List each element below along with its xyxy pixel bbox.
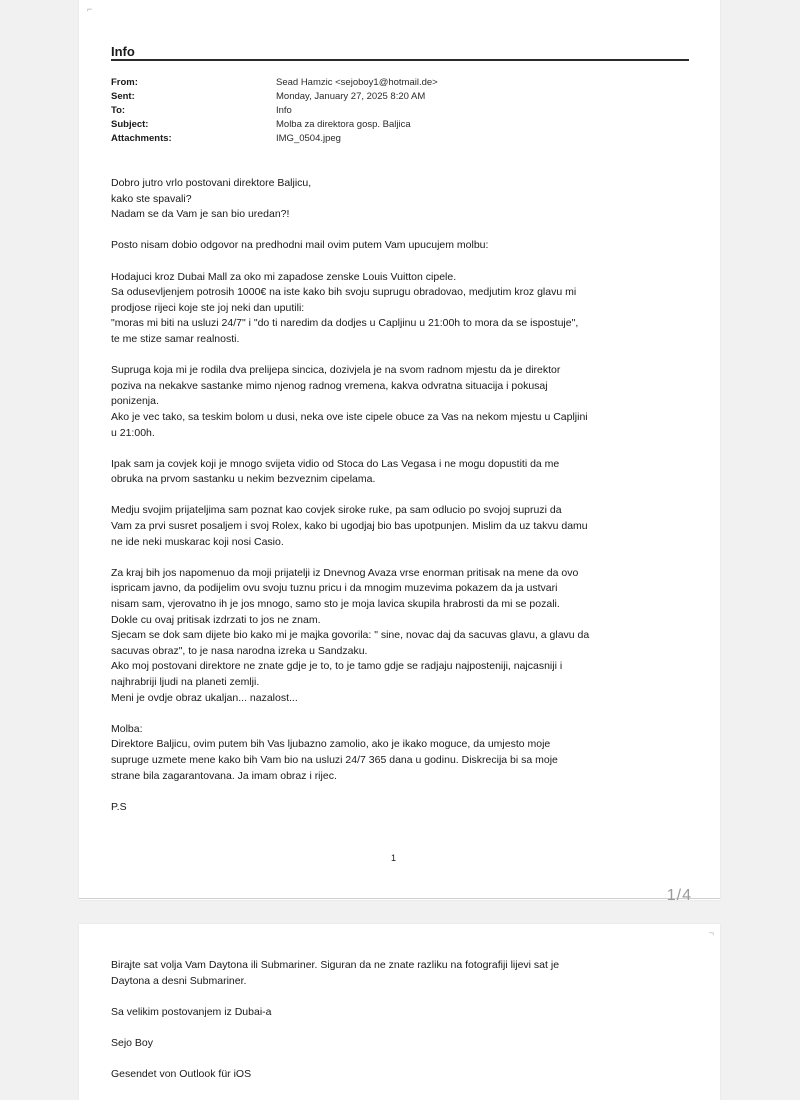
paragraph: Ipak sam ja covjek koji je mnogo svijeta vidio od Stoca do Las Vegasa i ne mogu dopustiti da me obruka na prvom sastanku u nekim bezveznim cipelama. [111,457,560,486]
paragraph: Sejo Boy [111,1036,154,1049]
document-page-2 [79,924,720,1100]
header-label: Subject: [111,119,149,130]
corner-mark: ¬ [708,928,714,938]
header-row-attachments [111,132,438,146]
email-body-continued [111,958,686,1098]
page-counter: 1/4 [666,887,692,904]
document-page-1 [79,0,720,904]
paragraph: Supruga koja mi je rodila dva prelijepa sincica, dozivjela je na svom radnom mjestu da je direktor poziva na nekakve sastanke mimo njenog radnog vremena, kakva odvratna situacija i pokusaj ponizenja. Ako je vec tako, sa teskim bolom u dusi, neka ove iste cipele obuce za Vas na nekom mjestu u Capljini u 21:00h. [111,364,588,439]
paragraph: Birajte sat volja Vam Daytona ili Submariner. Siguran da ne znate razliku na fotografiji lijevi sat je Daytona a desni Submariner. [111,959,560,987]
paragraph: Za kraj bih jos napomenuo da moji prijatelji iz Dnevnog Avaza vrse enorman pritisak na mene da ovo ispricam javno, da podijelim ovu svoju tuznu pricu i da mnogim muzevima pokazem da ja ustvari nisam sam, vjerovatno ih je jos mnogo, samo sto je moja lavica skupila hrabrosti da mi se pozali. Dokle cu ovaj pritisak izdrzati to jos ne znam. Sjecam se dok sam dijete bio kako mi je majka govorila: " sine, novac daj da sacuvas glavu, a glavu da sacuvas obraz", to je nasa narodna izreka u Sandzaku. Ako moj postovani direktore ne znate gdje je to, to je tamo gdje se radjaju najposteniji, najcasniji i najhrabriji ljudi na planeti zemlji. Meni je ovdje obraz ukaljan... nazalost... [111,566,590,704]
header-label: To: [111,105,126,116]
paragraph: Posto nisam dobio odgovor na predhodni mail ovim putem Vam upucujem molbu: [111,239,489,252]
paragraph: Medju svojim prijateljima sam poznat kao covjek siroke ruke, pa sam odlucio po svojoj supruzi da Vam za prvi susret posaljem i svoj Rolex, kako bi ugodjaj bio bas upotpunjen. Mislim da uz takvu damu ne ide neki muskarac koji nosi Casio. [111,504,588,548]
paragraph: Hodajuci kroz Dubai Mall za oko mi zapadose zenske Louis Vuitton cipele. Sa odusevljenjem potrosih 1000€ na iste kako bih svoju suprugu obradovao, medjutim kroz glavu mi prodjose rijeci koje ste joj neki dan uputili: "moras mi biti na usluzi 24/7" i "do ti naredim da dodjes u Capljinu u 21:00h to mora da se ispostuje", te me stize samar realnosti. [111,270,579,345]
header-value: IMG_0504.jpeg [276,133,341,144]
header-row-sent [111,90,438,104]
header-row-to [111,104,438,118]
corner-mark: ⌐ [87,4,93,14]
header-row-from [111,76,438,90]
header-row-subject [111,118,438,132]
paragraph: Gesendet von Outlook für iOS [111,1068,252,1081]
paragraph: Molba: Direktore Baljicu, ovim putem bih Vas ljubazno zamolio, ako je ikako moguce, da umjesto moje supruge uzmete mene kako bih Vam bio na usluzi 24/7 365 dana u godinu. Diskrecija bi sa moje strane bila zagarantovana. Ja imam obraz i rijec. [111,722,558,782]
header-value: Sead Hamzic <sejoboy1@hotmail.de> [276,77,438,88]
email-header [111,76,438,146]
document-title: Info [111,44,135,59]
page-number: 1 [391,853,397,863]
header-value: Monday, January 27, 2025 8:20 AM [276,91,426,102]
header-label: Attachments: [111,133,172,144]
paragraph: P.S [111,800,127,813]
title-divider [111,59,689,61]
paragraph: Dobro jutro vrlo postovani direktore Baljicu, kako ste spavali? Nadam se da Vam je san bio uredan?! [111,177,312,221]
paragraph: Sa velikim postovanjem iz Dubai-a [111,1005,272,1018]
email-body [111,176,686,831]
page-divider [79,898,720,899]
header-label: Sent: [111,91,135,102]
header-value: Molba za direktora gosp. Baljica [276,119,411,130]
header-value: Info [276,105,292,116]
header-label: From: [111,77,138,88]
